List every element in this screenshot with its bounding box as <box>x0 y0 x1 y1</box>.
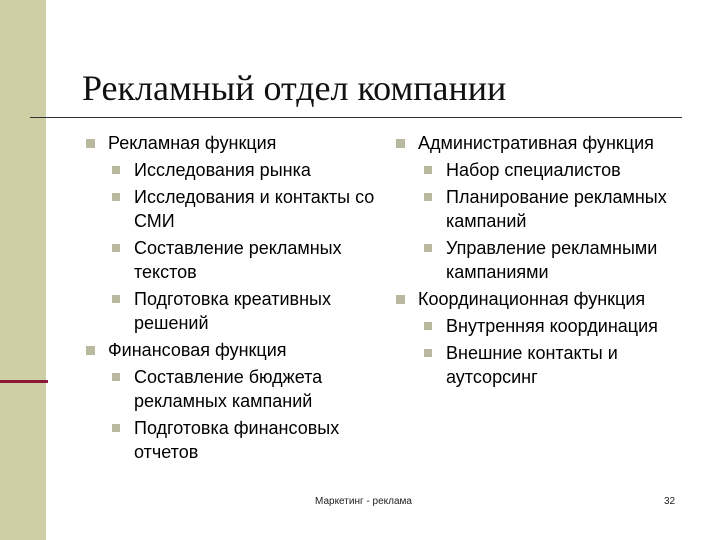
bullet-item-administrative-function <box>396 131 686 155</box>
sub-bullet-label: Управление рекламными кампаниями <box>446 238 658 282</box>
square-bullet-icon <box>112 295 120 303</box>
slide-title: Рекламный отдел компании <box>82 68 507 108</box>
bullet-item-finance-function <box>86 338 386 362</box>
square-bullet-icon <box>112 193 120 201</box>
sub-bullet-label: Подготовка креативных решений <box>134 289 331 333</box>
bullet-label: Координационная функция <box>418 289 646 309</box>
sidebar-accent-line <box>0 380 48 383</box>
right-column <box>396 131 686 392</box>
sub-bullet-label: Планирование рекламных кампаний <box>446 187 667 231</box>
sub-bullet-label: Исследования и контакты со СМИ <box>134 187 375 231</box>
square-bullet-icon <box>112 166 120 174</box>
left-bullet-list <box>86 131 386 464</box>
sub-bullet-item <box>416 341 686 389</box>
square-bullet-icon <box>86 139 95 148</box>
square-bullet-icon <box>396 139 405 148</box>
sub-bullet-item <box>104 236 386 284</box>
right-bullet-list <box>396 131 686 389</box>
bullet-item-coordination-function <box>396 287 686 311</box>
sub-bullet-item <box>416 314 686 338</box>
bullet-label: Рекламная функция <box>108 133 277 153</box>
sub-bullet-label: Составление бюджета рекламных кампаний <box>134 367 323 411</box>
bullet-item-advertising-function <box>86 131 386 155</box>
sidebar-band <box>0 0 46 540</box>
bullet-label: Административная функция <box>418 133 654 153</box>
sub-bullet-label: Подготовка финансовых отчетов <box>134 418 340 462</box>
sub-bullet-label: Набор специалистов <box>446 160 621 180</box>
sub-bullet-item <box>416 158 686 182</box>
left-column <box>86 131 386 467</box>
bullet-label: Финансовая функция <box>108 340 287 360</box>
square-bullet-icon <box>424 349 432 357</box>
square-bullet-icon <box>86 346 95 355</box>
square-bullet-icon <box>424 166 432 174</box>
sub-bullet-label: Составление рекламных текстов <box>134 238 342 282</box>
sub-bullet-item <box>104 185 386 233</box>
sub-bullet-item <box>104 158 386 182</box>
square-bullet-icon <box>424 322 432 330</box>
sub-bullet-item <box>104 287 386 335</box>
title-divider <box>30 117 682 118</box>
sub-bullet-label: Исследования рынка <box>134 160 311 180</box>
square-bullet-icon <box>396 295 405 304</box>
page-number: 32 <box>664 496 676 507</box>
slide-footer: Маркетинг - реклама <box>315 496 412 507</box>
sub-bullet-item <box>104 416 386 464</box>
square-bullet-icon <box>112 373 120 381</box>
square-bullet-icon <box>424 193 432 201</box>
square-bullet-icon <box>112 424 120 432</box>
square-bullet-icon <box>424 244 432 252</box>
sub-bullet-item <box>416 185 686 233</box>
sub-bullet-item <box>104 365 386 413</box>
square-bullet-icon <box>112 244 120 252</box>
sub-bullet-label: Внешние контакты и аутсорсинг <box>446 343 618 387</box>
sub-bullet-item <box>416 236 686 284</box>
sub-bullet-label: Внутренняя координация <box>446 316 658 336</box>
